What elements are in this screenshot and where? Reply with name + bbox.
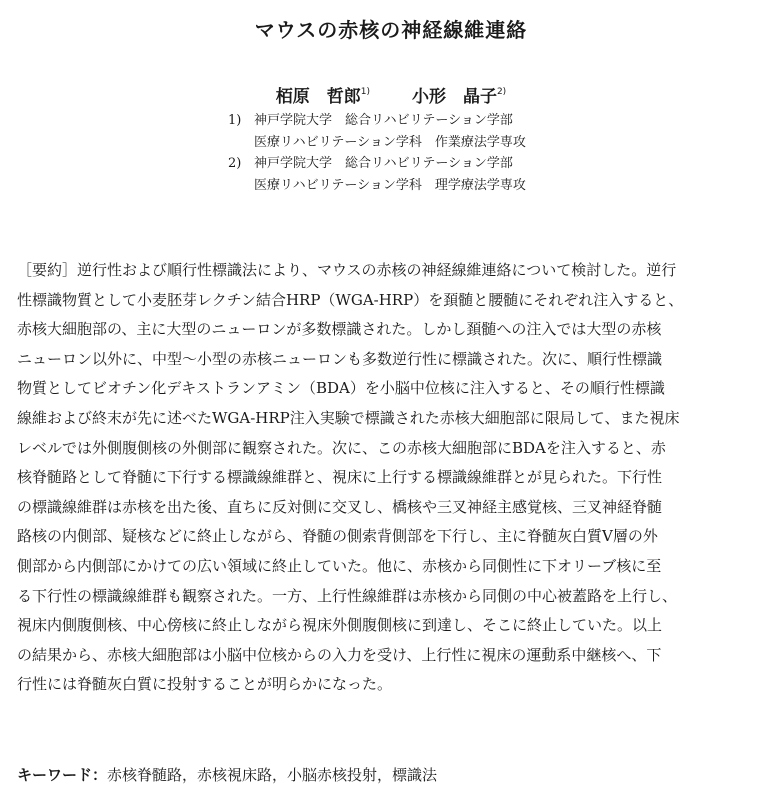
author-name: 栢原 哲郎 — [275, 87, 361, 107]
affiliation-line: 神戸学院大学 総合リハビリテーション学部 — [254, 113, 513, 128]
affiliation-mark: 1) — [360, 87, 371, 97]
abstract-line: レベルでは外側腹側核の外側部に観察された。次に、この赤核大細胞部にBDAを注入すると、赤 — [17, 438, 666, 457]
affiliation-line: 医療リハビリテーション学科 理学療法学専攻 — [254, 177, 526, 193]
abstract-line: ［要約］逆行性および順行性標識法により、マウスの赤核の神経線維連絡について検討した。逆行 — [17, 261, 677, 279]
affiliation-line: 医療リハビリテーション学科 作業療法学専攻 — [254, 134, 526, 150]
abstract-line: 側部から内側部にかけての広い領域に終止していた。他に、赤核から同側性に下オリーブ核に至 — [17, 556, 662, 575]
author-list — [0, 82, 782, 107]
paper-title: マウスの赤核の神経線維連絡 — [254, 18, 528, 42]
affiliation-1 — [228, 110, 526, 153]
keywords-text: 赤核脊髄路，赤核視床路，小脳赤核投射，標識法 — [107, 766, 438, 784]
abstract-line: 赤核大細胞部の、主に大型のニューロンが多数標識された。しかし頚髄への注入では大型の赤核 — [17, 320, 662, 339]
author-1 — [276, 87, 370, 107]
abstract-line: ニューロン以外に、中型～小型の赤核ニューロンも多数逆行性に標識された。次に、順行性標識 — [17, 349, 663, 368]
author-name: 小形 晶子 — [411, 87, 497, 107]
abstract-line: 行性には脊髄灰白質に投射することが明らかになった。 — [17, 675, 393, 694]
keywords — [17, 764, 437, 785]
affiliation-2 — [228, 153, 526, 196]
abstract-line: 物質としてビオチン化デキストランアミン（BDA）を小脳中位核に注入すると、その順行性標識 — [17, 379, 665, 398]
abstract-line: 性標識物質として小麦胚芽レクチン結合HRP（WGA-HRP）を頚髄と腰髄にそれぞれ注入すると、 — [17, 290, 684, 309]
affiliation-line: 神戸学院大学 総合リハビリテーション学部 — [254, 156, 513, 171]
keywords-label: キーワード： — [17, 766, 108, 784]
affiliation-number: 1) — [228, 113, 242, 128]
abstract-line: の結果から、赤核大細胞部は小脳中位核からの入力を受け、上行性に視床の運動系中継核へ、下 — [17, 645, 662, 664]
affiliation-mark: 2) — [496, 87, 507, 97]
abstract — [17, 256, 772, 700]
abstract-line: る下行性の標識線維群も観察された。一方、上行性線維群は赤核から同側の中心被蓋路を上行し、 — [17, 586, 678, 605]
affiliation-list — [228, 110, 526, 196]
abstract-line: 線維および終末が先に述べたWGA-HRP注入実験で標識された赤核大細胞部に限局して、また視床 — [17, 408, 680, 427]
abstract-line: 核脊髄路として脊髄に下行する標識線維群と、視床に上行する標識線維群とが見られた。下行性 — [17, 468, 663, 487]
affiliation-number: 2) — [228, 156, 242, 171]
abstract-line: 視床内側腹側核、中心傍核に終止しながら視床外側腹側核に到達し、そこに終止していた。以上 — [17, 616, 663, 635]
author-2 — [412, 87, 506, 107]
abstract-line: 路核の内側部、疑核などに終止しながら、脊髄の側索背側部を下行し、主に脊髄灰白質Ⅴ層の外 — [17, 527, 658, 546]
abstract-line: の標識線維群は赤核を出た後、直ちに反対側に交叉し、橋核や三叉神経主感覚核、三叉神経脊髄 — [17, 497, 663, 516]
